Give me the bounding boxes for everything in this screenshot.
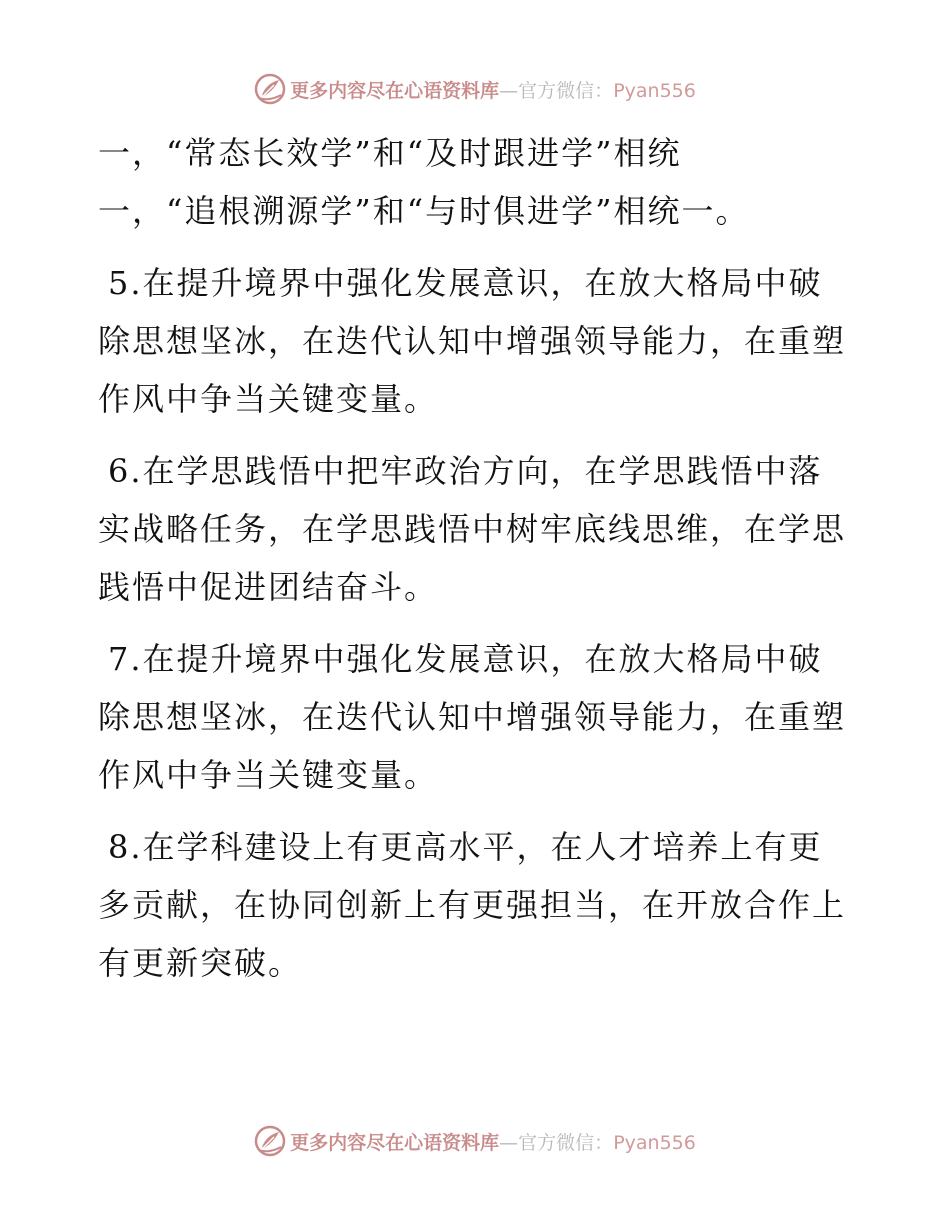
footer-watermark <box>0 1124 950 1158</box>
watermark-brand: 更多内容尽在心语资料库 <box>290 79 500 102</box>
text-line: 作风中争当关键变量。 <box>98 756 439 794</box>
text-line: 5.在提升境界中强化发展意识，在放大格局中破 <box>108 264 823 302</box>
pen-logo-icon <box>254 73 286 105</box>
text-line: 8.在学科建设上有更高水平，在人才培养上有更 <box>108 828 823 866</box>
text-line: 7.在提升境界中强化发展意识，在放大格局中破 <box>108 640 823 678</box>
intro-paragraph <box>98 124 858 240</box>
watermark-contact-label: 官方微信： <box>518 1131 614 1154</box>
text-line: 6.在学思践悟中把牢政治方向，在学思践悟中落 <box>108 452 823 490</box>
text-line: 除思想坚冰，在迭代认知中增强领导能力，在重塑 <box>98 698 847 736</box>
watermark-brand: 更多内容尽在心语资料库 <box>290 1131 500 1154</box>
watermark-wechat-id: Pyan556 <box>613 79 696 102</box>
watermark-wechat-id: Pyan556 <box>613 1131 696 1154</box>
paragraph-item-8 <box>98 818 858 992</box>
watermark-text <box>290 76 696 103</box>
text-line: 作风中争当关键变量。 <box>98 380 439 418</box>
header-watermark <box>0 72 950 106</box>
paragraph-item-6 <box>98 442 858 616</box>
watermark-contact-label: 官方微信： <box>518 79 614 102</box>
text-line: 除思想坚冰，在迭代认知中增强领导能力，在重塑 <box>98 322 847 360</box>
text-line: 实战略任务，在学思践悟中树牢底线思维，在学思 <box>98 510 847 548</box>
text-line: 践悟中促进团结奋斗。 <box>98 568 439 606</box>
text-line: 一，“常态长效学”和“及时跟进学”相统 <box>98 134 682 172</box>
watermark-separator: — <box>499 79 519 102</box>
text-line: 有更新突破。 <box>98 944 303 982</box>
paragraph-item-7 <box>98 630 858 804</box>
watermark-separator: — <box>499 1131 519 1154</box>
text-line: 多贡献，在协同创新上有更强担当，在开放合作上 <box>98 886 847 924</box>
document-body <box>98 124 858 1006</box>
paragraph-item-5 <box>98 254 858 428</box>
text-line: 一，“追根溯源学”和“与时俱进学”相统一。 <box>98 192 750 230</box>
watermark-text <box>290 1128 696 1155</box>
pen-logo-icon <box>254 1125 286 1157</box>
